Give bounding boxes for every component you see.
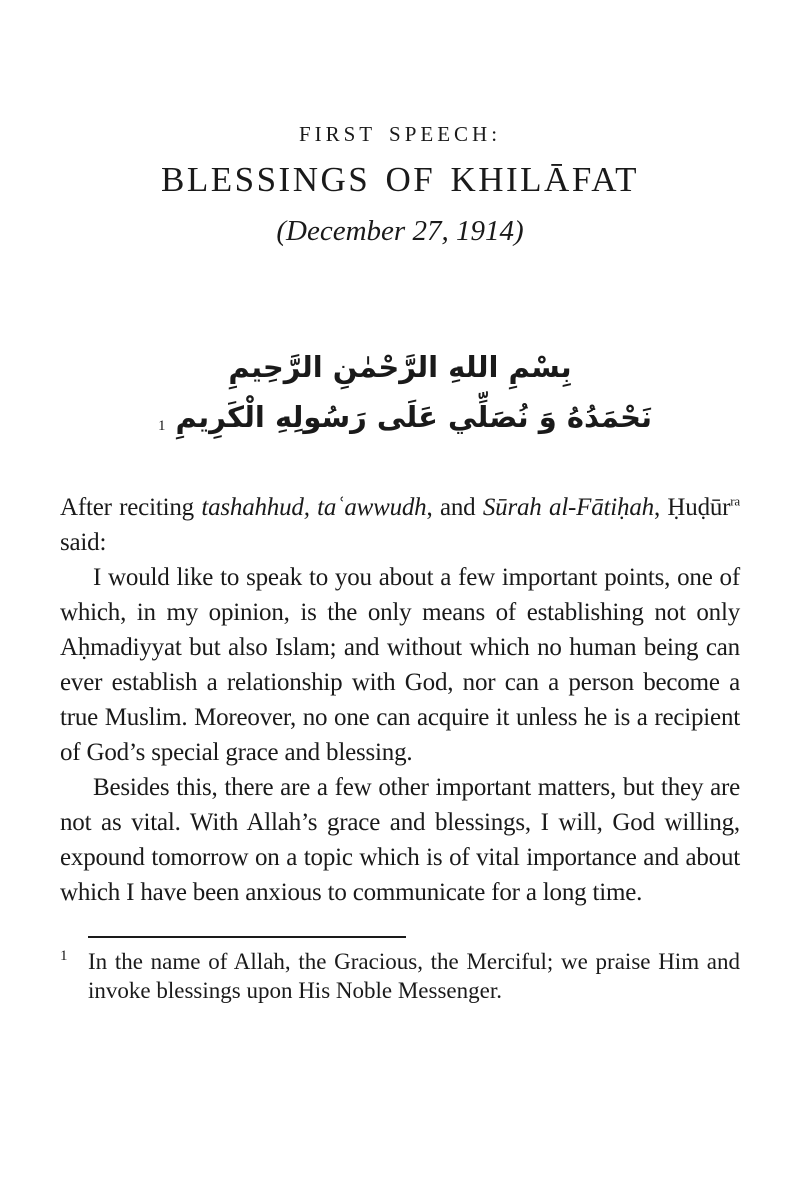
- paragraph: [60, 770, 740, 910]
- arabic-invocation: [60, 342, 740, 448]
- footnote-separator: [88, 936, 406, 938]
- bismillah-line: بِسْمِ اللهِ الرَّحْمٰنِ الرَّحِيمِ: [228, 350, 572, 384]
- text-segment: said:: [60, 529, 107, 556]
- footnote-reference: 1: [158, 418, 166, 434]
- text-segment: After reciting: [60, 494, 202, 521]
- text-segment: , Ḥuḍūr: [653, 494, 731, 521]
- text-segment: tashahhud, taʿawwudh: [201, 494, 427, 521]
- text-segment: Sūrah al-Fātiḥah: [482, 494, 654, 521]
- speech-date: (December 27, 1914): [276, 215, 524, 247]
- superscript-abbreviation: ra: [730, 493, 740, 509]
- praise-line-text: نَحْمَدُهُ وَ نُصَلِّي عَلَى رَسُولِهِ الْكَرِيمِ: [175, 400, 652, 434]
- praise-line: [60, 392, 740, 448]
- page-title: BLESSINGS OF KHILĀFAT: [161, 160, 639, 199]
- footnote-row: [60, 947, 740, 1005]
- footnote-text: In the name of Allah, the Gracious, the Merciful; we praise Him and invoke blessings upon His Noble Messenger.: [88, 949, 740, 1003]
- footnote: [60, 936, 740, 1005]
- chapter-heading: [60, 0, 740, 248]
- text-segment: Besides this, there are a few other important matters, but they are not as vital. With Allah’s grace and blessings, I will, God willing, expound tomorrow on a topic which is of vital importance and about which I have been anxious to communicate for a long time.: [60, 774, 740, 906]
- body-text: [60, 490, 740, 910]
- speech-kicker: FIRST SPEECH:: [298, 122, 502, 146]
- footnote-marker: 1: [60, 948, 68, 964]
- text-segment: I would like to speak to you about a few important points, one of which, in my opinion, is the only means of establishing not only Aḥmadiyyat but also Islam; and without which no human being can ever establish a relationship with God, nor can a person become a true Muslim. Moreover, no one can acquire it unless he is a recipient of God’s special grace and blessing.: [60, 564, 740, 766]
- paragraph: [60, 560, 740, 770]
- paragraph: [60, 490, 740, 560]
- text-segment: , and: [426, 494, 483, 521]
